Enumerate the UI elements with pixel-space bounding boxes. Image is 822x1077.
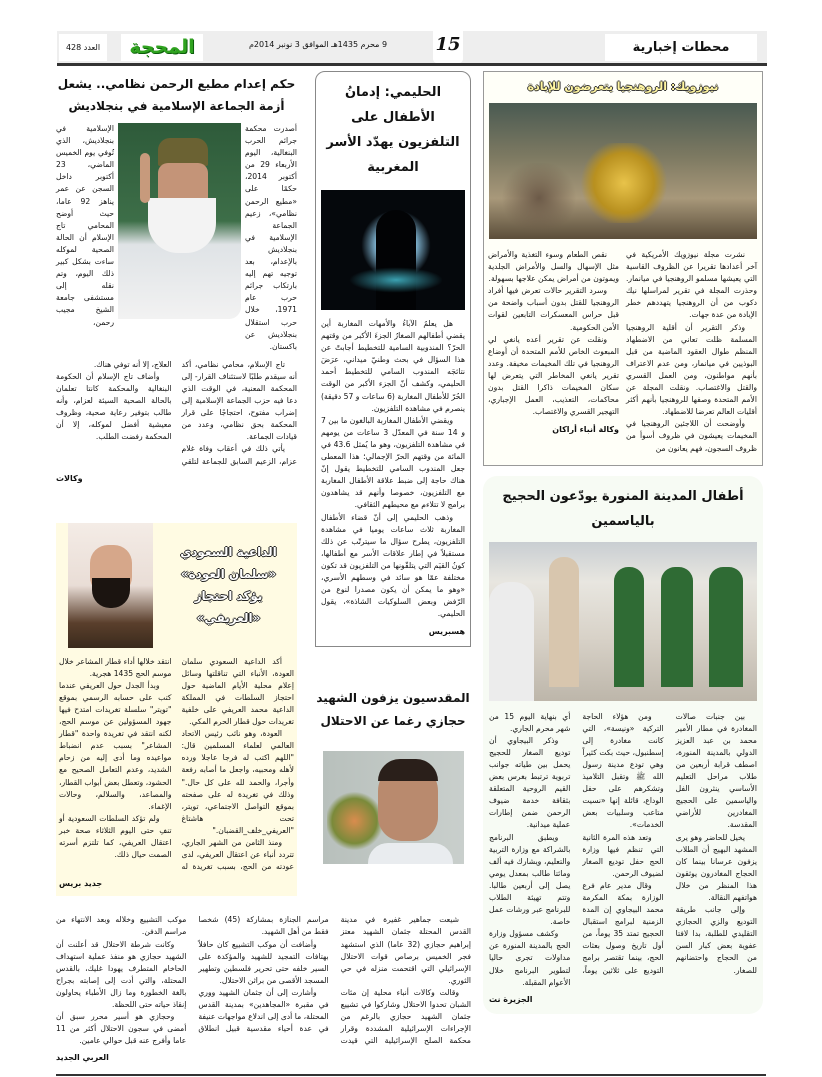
article-headline: الحليمي: إدمانُ الأطفال على التلفزيون يهدّد الأسر المغربية <box>326 85 460 175</box>
article-body-left <box>488 249 619 436</box>
hijazi-headline: المقدسيون يزفون الشهيد حجازي رغما عن الاحتلال <box>316 691 470 729</box>
article-source: هسبريس <box>428 627 465 637</box>
article-headline: نيوزويك: الروهنجيا يتعرضون للإبادة <box>527 80 719 93</box>
paragraph: وبدأ الجدل حول العريفي عندما كتب على حسابه الرسمي بموقع "تويتر" سلسلة تغريدات امتدح فيها جهود المسؤولين عن موسم الحج، لكنه انتقد في تغريدة واحدة "قطار المشاعر" بسبب عدم انضباط مواعيده وما أدى إليه من زحام الشديد، وعدم التعامل الصحيح مع الحشود، وتعطل بعض أبواب القطار، والمصاعد، والسلالم، وحالات الإغماء. <box>59 680 172 811</box>
paragraph: ومن هؤلاء الحاجة التركية «ونيسة»، التي كانت مغادرة إلى إسطنبول، حيث بكت كثيراً وهي تودع مدينة رسول الله ﷺ وتقبل التلاميذ وتشكرهم على حفل الوداع، قائلة إنها «نسيت متاعب وسلبيات بعض الخدمات». <box>582 711 664 830</box>
paragraph: شيعت جماهير غفيرة في مدينة القدس المحتلة جثمان الشهيد معتز إبراهيم حجازي (32 عاما) الذي استشهد فجر الخميس برصاص قوات الاحتلال الإسرائيلي التي اقتحمت منزله في حي الثوري. <box>340 915 472 985</box>
hijazi-photo <box>323 751 464 864</box>
article-bangladesh <box>56 73 297 483</box>
paragraph: وأضافت أن موكب التشييع كان حافلاً بهتافات التمجيد للشهيد والمؤكدة على السير خلفه حتى تحرير فلسطين وتطهير المسجد الأقصى من براثن الاحتلال. <box>198 939 329 985</box>
paragraph: وذهب الحليمي إلى أنّ قضاء الأطفال المغاربة ثلاث ساعات يوميا في مشاهدة التلفزيون، يطرح سؤال ما سيترتّب عن ذلك مستقبلاً في إطار علاقات الأسر مع أطفالها، كونُ القيَم التي يتلقّونها من التلفزيون قد تكون مختلفة عمّا هو سائد في وسطهم الأسري، «وهو ما يمكن أن يكون مصدرا لنوع من الرّفض وبعض السلوكيات الشاذة»، يقول الحليمي. <box>321 512 465 619</box>
paragraph: وكشف مسؤول وزارة الحج بالمدينة المنورة عن مداولات تجرى حاليا لتطوير البرنامج خلال الأعوام المقبلة. <box>489 929 571 987</box>
article-headline: الداعية السعودي «سلمان العودة» يؤكد احتجاز «العريفي» <box>180 545 277 626</box>
article-body <box>59 656 294 874</box>
madina-photo <box>489 542 757 701</box>
paragraph: بين جنبات صالات المغادرة في مطار الأمير محمد بن عبد العزيز الدولي بالمدينة المنورة، اصطف قرابة أربعين من طلاب مراحل التعليم الأساسي ينثرون الفل والياسمين على الحجيج المغادرين للأراضي المقدسة. <box>675 711 757 830</box>
paragraph: يأتي ذلك في أعقاب وفاة غلام عزام، الزعيم السابق للجماعة لتلقي العلاج، إلا أنه توفي هناك. <box>93 359 297 466</box>
middle-column <box>315 71 471 864</box>
paragraph: وتعد هذه المرة الثانية التي تنظم فيها وزارة الحج حفل توديع الصغار لضيوف الرحمن. <box>582 832 664 878</box>
paragraph: أصدرت محكمة جرائم الحرب البنغالية، اليوم الأربعاء 29 من أكتوبر 2014، حكمًا على «مطيع الرحمن نظامي»، زعيم الجماعة الإسلامية في بنجلاديش بالإعدام، بعد توجيه تهم إليه بارتكاب جرائم حرب عام 1971، خلال حرب استقلال بنجلاديش عن باكستان. <box>245 124 297 351</box>
paragraph: ومنذ الثامن من الشهر الجاري، تتردد أنباء عن اعتقال العريفي، لدى عودته من الحج، بسبب تغريدة له انتقد خلالها أداء قطار المشاعر خلال موسم الحج 1435 هجرية. <box>59 656 294 872</box>
article-headline: حكم إعدام مطيع الرحمن نظامي.. يشعل أزمة الجماعة الإسلامية في بنجلاديش <box>57 77 296 113</box>
article-halimi <box>315 71 471 647</box>
paragraph: ويقضي الأطفال المغاربة البالغون ما بين 7 و 14 سنة في المعدّل 3 ساعات من يومهم في مشاهدة التلفزيون، وهو ما يُمثل 43.6 في المائة من وقتهم الحرّ الإجمالي؛ هذا المعطى جعل المندوب السامي للتخطيط يقول إنّ هناك حاجة إلى ضبط علاقة الأطفال المغاربة مع التلفزيون، خصوصا وأنهم قد يشاهدون برامج لا تتلاءم مع محيطهم الثقافي. <box>321 415 466 510</box>
issue-number: العدد 428 <box>65 43 101 52</box>
paragraph: ونقلت عن تقرير أعده يانغي لي المبعوث الخاص للأمم المتحدة أن أوضاع الروهنجيا في تلك المخيمات مخيفة. وعدد تقرير يانغي المخاطر التي يتعرض لها سكان المخيمات ذاكرا القتل بدون محاكمات، التعذيب، العمل الإجباري، التهجير القسري والاغتصاب. <box>488 334 619 417</box>
paragraph: وقال مدير عام فرع الوزارة بمكة المكرمة محمد البيجاوي إن المدة الزمنية لبرامج استقبال الحجيج تمتد 35 يوماً، من أول تاريخ وصول بعثات الحج، بينما تقتصر برامج التوديع على ثلاثين يوماً، أي بنهاية اليوم 15 من شهر محرم الجاري. <box>489 711 664 975</box>
paragraph: العودة، وهو نائب رئيس الاتحاد العالمي لعلماء المسلمين قال: "اللهم اكتب له فرجا عاجلا ورده لأهله ومحبيه، واجعل ما أصابه رفعة وأجرا، والحمد لله على كل حال." وذلك في تغريدة له على صفحته بموقع التواصل الاجتماعي، تويتر، تحت هاشتاغ "العريفي_خلف_القضبان." <box>181 729 294 835</box>
hijazi-source: العربي الجديد <box>56 1053 109 1063</box>
paragraph: الإسلامية في بنجلاديش، الذي تُوفي يوم الخميس الماضي، 23 أكتوبر داخل السجن عن عمر يناهز 92 عاما، حيث أوضح المحامي تاج الإسلام أن الحالة الصحية لموكله ساءت بشكل كبير ذلك اليوم، وتم نقله إلى مستشفى جامعة الشيخ مجيب رحمن، <box>56 124 114 327</box>
article-source: وكالة أنباء أراكان <box>552 425 619 435</box>
awda-top-block <box>59 523 294 648</box>
article-awda <box>56 523 297 897</box>
paragraph: نقص الطعام وسوء التغذية والأمراض مثل الإسهال والسل والأمراض الجلدية ويموتون من أمراض يمكن علاجها بسهولة. <box>488 250 619 284</box>
paragraph: ويطبق البرنامج بالشراكة مع وزارة التربية والتعليم، ويشارك فيه ألف ومائتا طالب بمعدل يومي يصل إلى أربعين طالبا. وتتم تهيئة الطلاب للبرنامج عبر ورشات عمل خاصة. <box>489 832 571 927</box>
article-hijazi-top <box>315 687 471 864</box>
hijazi-body <box>56 914 471 1047</box>
tv-child-photo <box>321 190 465 310</box>
paragraph: يخيل للحاضر وهو يرى المشهد البهيج أن الطلاب يزفون عرسانا بينما كان الحجاج المغادرون يوثقون هذا المنظر من خلال هواتفهم النقالة. <box>675 832 757 902</box>
paragraph: أكد الداعية السعودي سلمان العودة، الأنباء التي تناقلتها وسائل إعلام محلية الأيام الماضية حول احتجاز السلطات في المملكة الداعية محمد العريفي على خلفية تغريدات حول قطار الحرم المكي. <box>181 656 294 727</box>
paragraph: تاج الإسلام، محامي نظامي، أكد أنه سيقدم طلبًا لاستئناف القرار- إلى المحكمة المعنية، في الوقت الذي دعا فيه حزب الجماعة الإسلامية إلى إضراب مفتوح، احتجاجًا على قرار المحكمة بحق نظامي، وعدد من قيادات الجماعة. <box>181 359 297 442</box>
article-body-right <box>245 123 297 353</box>
article-body-right <box>626 249 757 455</box>
article-source: وكالات <box>56 473 83 483</box>
main-columns <box>56 71 763 1062</box>
paragraph: وذكر التقرير أن أقلية الروهنجيا المسلمة ظلت تعاني من الاضطهاد المنظم طوال العقود الماضية من قبل البوذيين في ميانمار، ومن عدم الاعتراف بأنهم مواطنون، ومن العمل القسري والقتل والاغتصاب. ونقلت المجلة عن الأمم المتحدة وصفها للروهنجيا بأنهم أكثر أقليات العالم تعرضا للاضطهاد. <box>626 322 757 417</box>
paragraph: وأضاف تاج الإسلام أن الحكومة البنغالية والمحكمة كانتا تعلمان بالحالة الصحية السيئة لعزام، وأنه طالب بتوفير رعاية صحية، وظروف معيشية أفضل لموكله، إلا أن المحكمة رفضت الطلب. <box>56 371 172 442</box>
paragraph: وأشارت إلى أن جثمان الشهيد ووري في مقبرة «المجاهدين» بمدينة القدس المحتلة، ما أدى إلى اندلاع مواجهات عنيفة في عدة أحياء مقدسية قبيل انطلاق موكب التشييع وخلاله وبعد الانتهاء من مراسم الدفن. <box>56 915 329 1034</box>
paragraph: وإلى جانب طريقة التوديع والزي الحجازي التقليدي للطلبة، بدا لافتا عفوية بعض كبار السن من الحجاج واحتضانهم للصغار. <box>675 905 757 975</box>
paragraph: هل يعلمُ الآباءُ والأمهات المغاربة أين يقضي أطفالهم الصغارُ الجزءَ الأكبر من وقتهم الحرّ؟ المندوبية السامية للتخطيط أجابتْ عن هذا السؤال في بحث وطنيّ ميداني، عرَضَ نتائجَه المندوب السامي للتخطيط أحمد الحليمي، وكشف أنّ الجزء الأكبر من الوقت الحُرّ للأطفال المغاربة (6 ساعات و 57 دقيقة) ينصرم في مشاهدة التلفزيون. <box>321 319 465 413</box>
paragraph: نشرت مجلة نيوزويك الأمريكية في آخر أعدادها تقريرا عن الظروف القاسية التي يعيشها مسلمو الروهنجيا في ميانمار. وحذرت المجلة في تقرير لمراسلها نيك دكوب من أن الروهنجيا يتهددهم خطر الإبادة من عدة جهات. <box>626 250 757 320</box>
left-column <box>56 71 297 896</box>
arifi-photo <box>68 523 153 648</box>
paragraph: وحجازي هو أسير محرر سبق أن أمضى في سجون الاحتلال أكثر من 11 عاما وأفرج عنه قبل حوالي عامين. <box>56 1012 187 1046</box>
rohingya-text-block <box>489 249 757 455</box>
paragraph: وكانت شرطة الاحتلال قد أعلنت أن الشهيد حجازي هو منفذ عملية استهداف الحاخام المتطرف يهودا غليك، بالقدس المحتلة، والتي أدت إلى إصابته بجراح بالغة الخطورة وما زال الأطباء يحاولون إنقاذ حياته حتى اللحظة. <box>56 939 187 1009</box>
article-body-left <box>56 123 114 329</box>
article-top-block <box>56 123 297 353</box>
paragraph: وسرد التقرير حالات تعرض فيها أفراد الروهنجيا للقتل بدون أسباب واضحة من قبل حراس المعسكرات التابعين لقوات الأمن الحكومية. <box>488 286 619 332</box>
article-headline: أطفال المدينة المنورة يودّعون الحجيج بالياسمين <box>502 488 744 529</box>
paragraph: وقالت وكالات أنباء محلية إن مئات الشبان تحدوا الاحتلال وشاركوا في تشييع جثمان الشهيد حجازي بالرغم من الإجراءات الإسرائيلية المشددة وقرار محكمة الصلح الإسرائيلية التي قيدت مراسم الجنازة بمشاركة (45) شخصا فقط من أهل الشهيد. <box>198 915 471 1046</box>
article-rohingya <box>483 71 763 466</box>
article-madina <box>483 476 763 1014</box>
paragraph: ولم تؤكد السلطات السعودية أو تنفِ حتى اليوم الثلاثاء صحة خبر اعتقال العريفي، كما تلتزم أسرته الصمت حيال ذلك. <box>59 813 172 860</box>
section-title: محطات إخبارية <box>632 40 730 55</box>
article-source: الجزيرة نت <box>489 994 533 1004</box>
issue-date: 9 محرم 1435هـ الموافق 3 نونبر 2014م <box>248 40 388 49</box>
top-row <box>56 71 471 896</box>
footer-divider <box>56 1074 766 1076</box>
article-source: جديد بريس <box>59 879 103 889</box>
rohingya-photo <box>489 103 757 239</box>
article-body <box>489 711 757 989</box>
article-body-bottom <box>56 359 297 468</box>
article-body <box>321 318 465 638</box>
page-number: 15 <box>435 34 461 55</box>
paragraph: وذكر البيجاوي أن توديع الصغار للحجيج يحمل بين طياته جوانب تربوية ترتبط بغرس بعض القيم الروحية المتعلقة بثقافة خدمة ضيوف الرحمن ضمن إطارات عملية ميدانية. <box>489 735 571 830</box>
masthead-logo: المحجة <box>129 36 195 58</box>
left-area <box>56 71 471 1062</box>
paragraph: وأوضحت أن اللاجئين الروهنجيا في المخيمات يعيشون في ظروف أسوأ من ظروف السجون، فهم يعانون من <box>626 419 757 453</box>
nizami-photo <box>118 123 241 319</box>
right-column <box>483 71 763 1014</box>
